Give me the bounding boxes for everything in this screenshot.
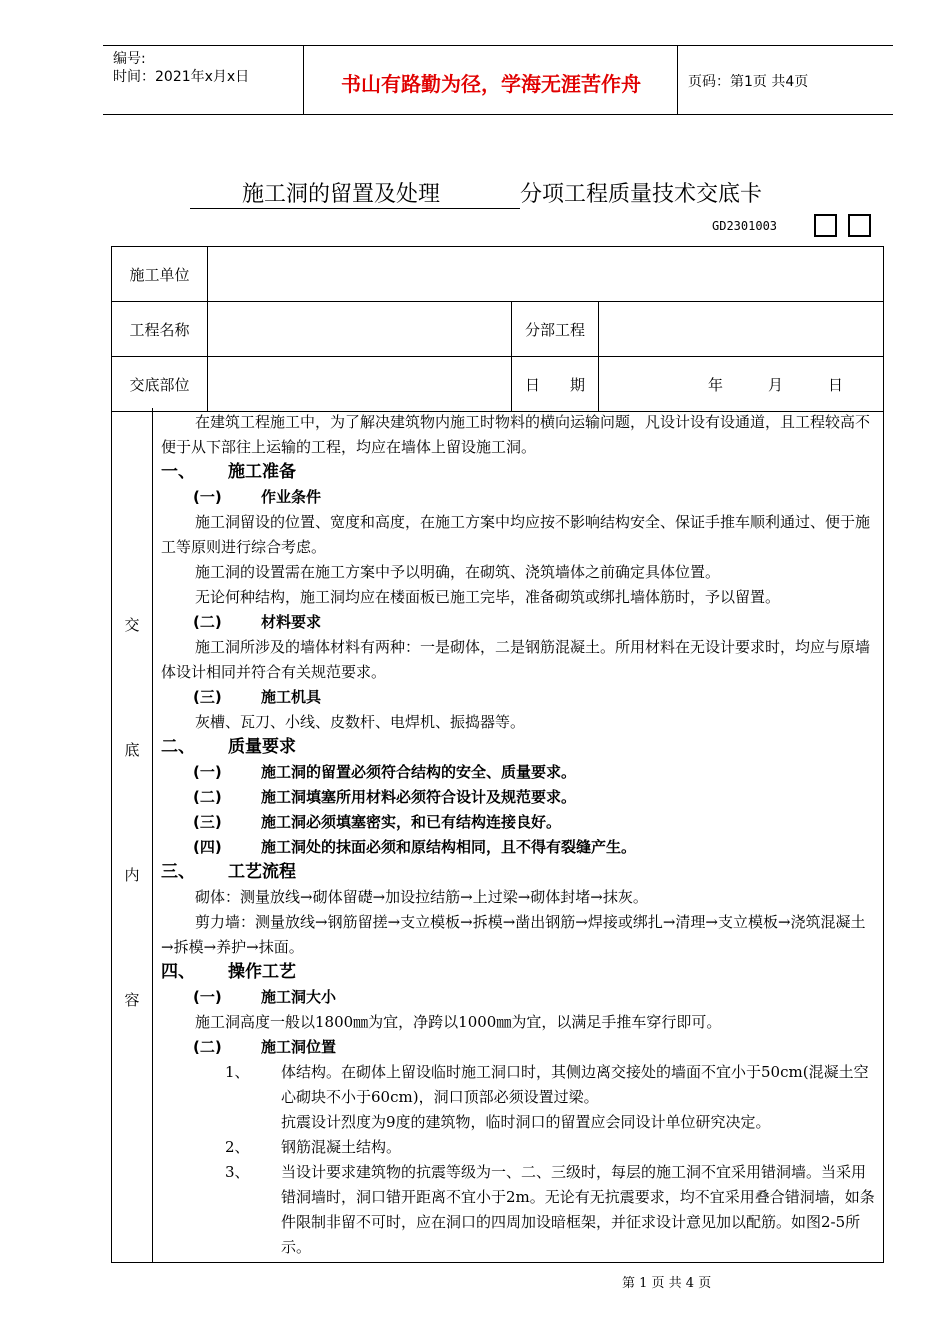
header-meta: [113, 50, 249, 86]
section-heading: 二、 质量要求: [161, 737, 296, 757]
document-code: GD2301003: [712, 219, 778, 233]
title-name: 施工洞的留置及处理: [190, 177, 520, 209]
subsection-heading: (三) 施工机具: [193, 688, 322, 706]
list-item: 1、 体结构。在砌体上留设临时施工洞口时，其侧边离交接处的墙面不宜小于50cm(混凝土空心砌块不小于60cm)，洞口顶部必须设置过梁。: [225, 1063, 869, 1106]
paragraph: 施工洞的设置需在施工方案中予以明确，在砌筑、浇筑墙体之前确定具体位置。: [195, 563, 721, 581]
subsection-heading: (一) 施工洞大小: [193, 988, 337, 1006]
subproject-label: 分部工程: [512, 302, 599, 357]
document-header: [103, 45, 893, 115]
date-value[interactable]: 年 月 日: [599, 357, 884, 412]
info-table: [111, 246, 884, 412]
paragraph: 施工洞高度一般以1800㎜为宜，净跨以1000㎜为宜，以满足手推车穿行即可。: [195, 1013, 722, 1031]
date-label: 日 期: [512, 357, 599, 412]
subsection-heading: (二) 材料要求: [193, 613, 322, 631]
motto: 书山有路勤为径，学海无涯苦作舟: [341, 72, 641, 96]
project-label: 工程名称: [112, 302, 208, 357]
checkbox[interactable]: [848, 214, 871, 237]
requirement-item: (二) 施工洞填塞所用材料必须符合设计及规范要求。: [193, 788, 577, 806]
side-char: 交: [124, 616, 140, 634]
paragraph: 抗震设计烈度为9度的建筑物，临时洞口的留置应会同设计单位研究决定。: [281, 1113, 771, 1131]
paragraph: 砌体：测量放线→砌体留礎→加设拉结筋→上过梁→砌体封堵→抹灰。: [195, 888, 648, 906]
title-rest: 分项工程质量技术交底卡: [520, 182, 763, 207]
divider: [303, 46, 304, 114]
paragraph: 灰槽、瓦刀、小线、皮数杆、电焊机、振捣器等。: [195, 713, 526, 731]
section-heading: 三、 工艺流程: [161, 862, 296, 882]
page-info: 页码：第1页 共4页: [688, 74, 809, 90]
paragraph: 施工洞所涉及的墙体材料有两种：一是砌体，二是钢筋混凝土。所用材料在无设计要求时，均应与原墙体设计相同并符合有关规范要求。: [161, 638, 871, 681]
unit-label: 施工单位: [112, 247, 208, 302]
section-heading: 一、 施工准备: [161, 462, 296, 482]
list-item: 2、 钢筋混凝土结构。: [225, 1138, 402, 1156]
side-char: 容: [124, 991, 140, 1009]
side-char: 底: [124, 741, 140, 759]
paragraph: 剪力墙：测量放线→钢筋留搓→支立模板→拆模→凿出钢筋→焊接或绑扎→清理→支立模板→浇筑混凝土→拆模→养护→抹面。: [161, 913, 866, 956]
unit-value[interactable]: [208, 247, 884, 302]
project-value[interactable]: [208, 302, 512, 357]
subsection-heading: (一) 作业条件: [193, 488, 322, 506]
list-item: 3、 当设计要求建筑物的抗震等级为一、二、三级时，每层的施工洞不宜采用错洞墙。当采用错洞墙时，洞口错开距离不宜小于2m。无论有无抗震要求，均不宜采用叠合错洞墙，如条件限制非留不可时，应在洞口的四周加设暗框架，并征求设计意见加以配筋。如图2-5所示。: [225, 1163, 875, 1256]
requirement-item: (一) 施工洞的留置必须符合结构的安全、质量要求。: [193, 763, 577, 781]
checkbox[interactable]: [814, 214, 837, 237]
time-label: 时间：2021年x月x日: [113, 69, 250, 85]
page-title: [190, 177, 890, 209]
subsection-heading: (二) 施工洞位置: [193, 1038, 337, 1056]
page-footer: 第 1 页 共 4 页: [622, 1276, 712, 1291]
code-label: 编号:: [113, 51, 146, 67]
requirement-item: (四) 施工洞处的抹面必须和原结构相同，且不得有裂缝产生。: [193, 838, 637, 856]
subproject-value[interactable]: [599, 302, 884, 357]
divider: [677, 46, 678, 114]
side-label: [112, 408, 153, 1262]
content-section: [111, 408, 884, 1263]
paragraph: 施工洞留设的位置、宽度和高度，在施工方案中均应按不影响结构安全、保证手推车顺利通过、便于施工等原则进行综合考虑。: [161, 513, 871, 556]
requirement-item: (三) 施工洞必须填塞密实，和已有结构连接良好。: [193, 813, 562, 831]
content-body: [161, 410, 876, 1260]
section-heading: 四、 操作工艺: [161, 962, 296, 982]
part-label: 交底部位: [112, 357, 208, 412]
part-value[interactable]: [208, 357, 512, 412]
side-char: 内: [124, 866, 140, 884]
paragraph: 在建筑工程施工中，为了解决建筑物内施工时物料的横向运输问题，凡设计设有设通道，且工程较高不便于从下部往上运输的工程，均应在墙体上留设施工洞。: [161, 413, 871, 456]
paragraph: 无论何种结构，施工洞均应在楼面板已施工完毕，准备砌筑或绑扎墙体筋时，予以留置。: [195, 588, 781, 606]
